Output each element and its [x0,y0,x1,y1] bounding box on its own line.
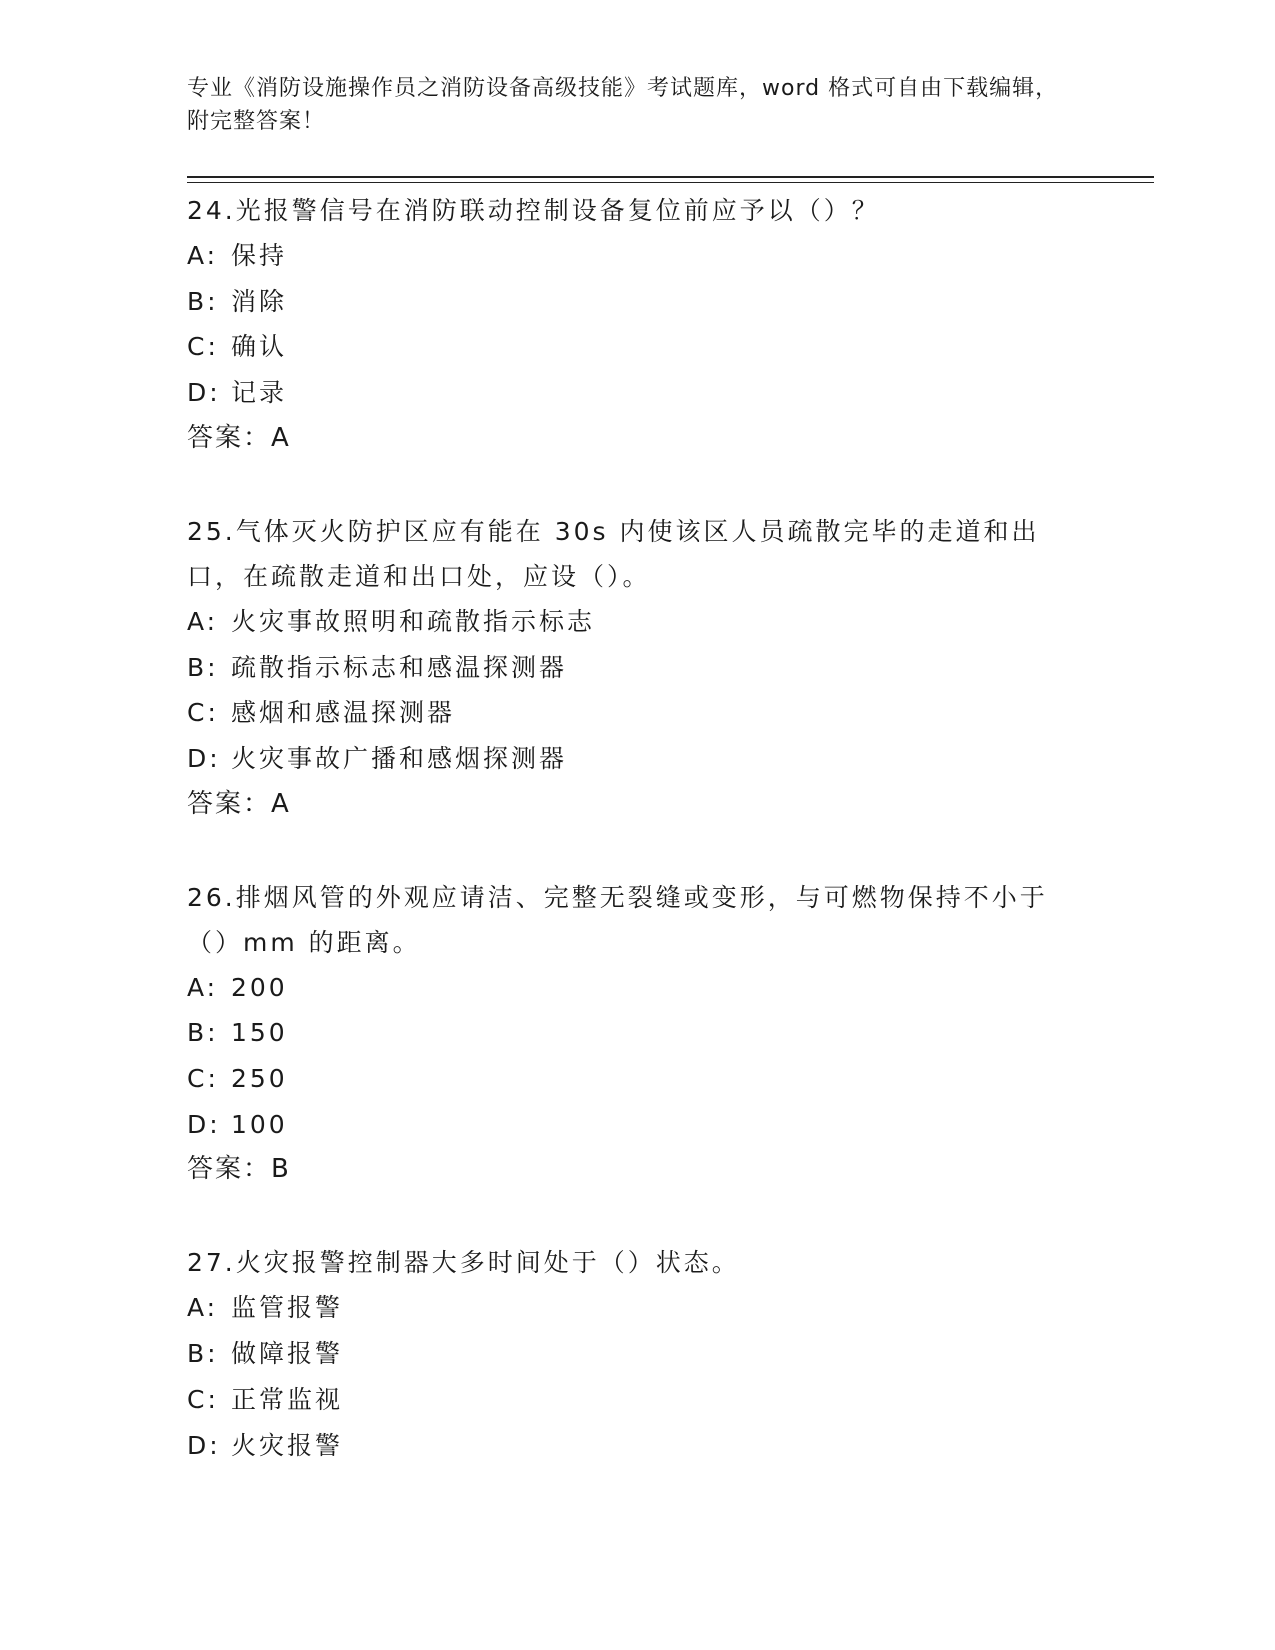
option-d [187,1423,1087,1469]
option-letter: D: [187,743,221,773]
header-divider-thin [187,182,1154,183]
option-c [187,690,1087,736]
option-letter: D: [187,1109,221,1139]
option-c [187,1056,1087,1102]
option-c [187,1377,1087,1423]
option-text: 250 [231,1064,288,1094]
question-27 [187,1240,1087,1468]
option-d [187,1102,1087,1148]
option-d [187,370,1087,416]
question-stem: 24.光报警信号在消防联动控制设备复位前应予以（）？ [187,196,880,225]
option-letter: C: [187,698,219,728]
question-list [187,188,1087,1516]
option-a [187,599,1087,645]
option-d [187,736,1087,782]
question-stem: 26.排烟风管的外观应请洁、完整无裂缝或变形，与可燃物保持不小于（）mm 的距离。 [187,882,1048,957]
option-text: 确认 [231,332,288,362]
document-header: 专业《消防设施操作员之消防设备高级技能》考试题库，word 格式可自由下载编辑，附完整答案！ [187,76,1059,134]
option-text: 感烟和感温探测器 [231,698,456,728]
option-a [187,1285,1087,1331]
option-text: 正常监视 [231,1384,344,1414]
option-letter: B: [187,286,219,316]
option-letter: C: [187,1384,219,1414]
option-letter: B: [187,1018,219,1048]
option-letter: A: [187,972,219,1002]
option-c [187,324,1087,370]
question-stem: 25.气体灭火防护区应有能在 30s 内使该区人员疏散完毕的走道和出口，在疏散走道和出口处，应设（）。 [187,516,1040,591]
option-letter: B: [187,652,219,682]
option-letter: C: [187,332,219,362]
option-text: 100 [231,1109,288,1139]
option-letter: A: [187,606,219,636]
header-divider-thick [187,176,1154,178]
option-a [187,233,1087,279]
option-b [187,645,1087,691]
option-text: 记录 [231,378,288,408]
answer-line: 答案：A [187,788,291,819]
option-text: 疏散指示标志和感温探测器 [231,652,568,682]
question-24 [187,188,1087,461]
option-text: 150 [231,1018,288,1048]
option-text: 保持 [231,241,288,270]
option-letter: C: [187,1064,219,1094]
question-25 [187,509,1087,827]
question-stem: 27.火灾报警控制器大多时间处于（）状态。 [187,1248,740,1278]
option-a [187,965,1087,1011]
option-letter: A: [187,1293,219,1323]
option-b [187,1010,1087,1056]
answer-line: 答案：A [187,422,291,453]
option-text: 消除 [231,286,288,316]
option-letter: D: [187,1430,221,1460]
option-letter: A: [187,241,219,270]
option-letter: B: [187,1339,219,1369]
option-text: 火灾事故照明和疏散指示标志 [231,606,596,636]
option-text: 做障报警 [231,1339,344,1369]
option-letter: D: [187,378,221,408]
answer-line: 答案：B [187,1154,291,1185]
option-text: 火灾报警 [231,1430,344,1460]
option-text: 监管报警 [231,1293,344,1323]
option-text: 200 [231,972,288,1002]
option-b [187,279,1087,325]
question-26 [187,875,1087,1193]
option-b [187,1331,1087,1377]
option-text: 火灾事故广播和感烟探测器 [231,743,568,773]
